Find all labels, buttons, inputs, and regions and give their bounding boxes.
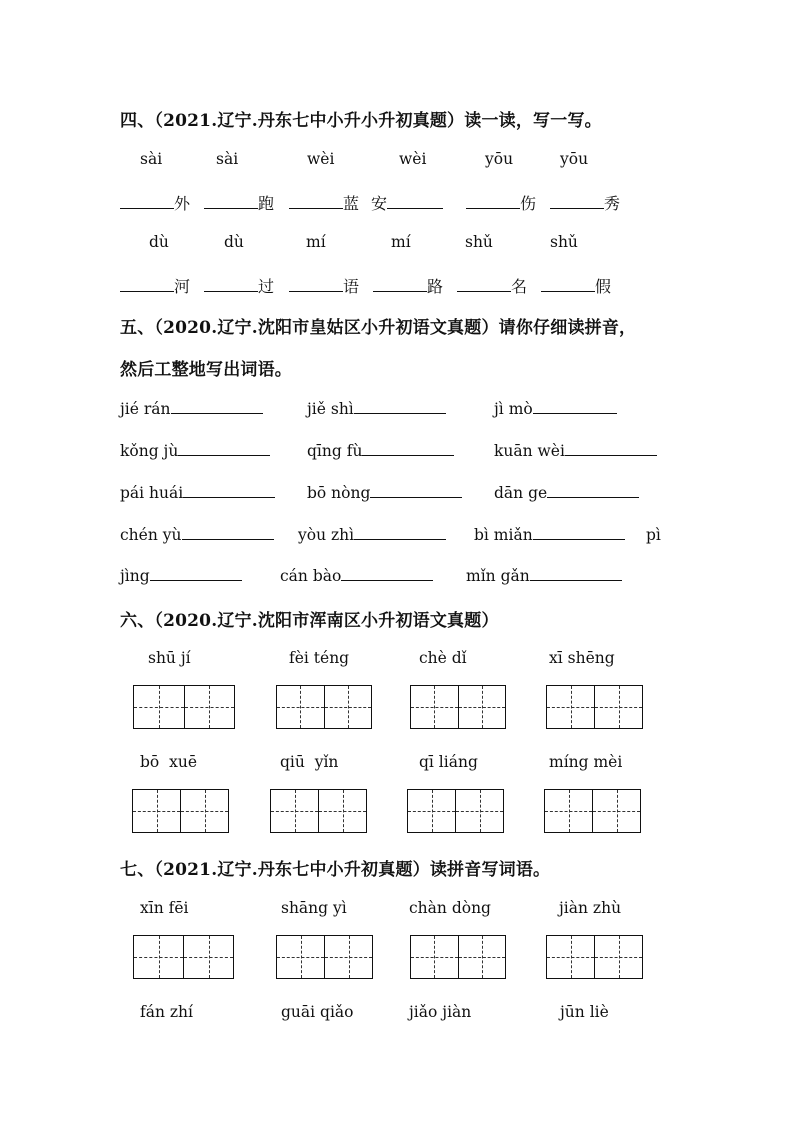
pinyin: pì [646,526,661,544]
pinyin: fèi téng [289,649,350,667]
writing-cell[interactable] [271,790,319,832]
writing-cell[interactable] [277,686,325,728]
pinyin: yōu [560,150,589,168]
section-6-heading: 六、（2020.辽宁.沈阳市浑南区小升初语文真题） [120,611,499,631]
fill-item [204,274,274,297]
pinyin: yōu [485,150,514,168]
pinyin-item [466,567,622,585]
pinyin: shū jí [148,649,191,667]
pinyin: wèi [307,150,335,168]
answer-blank[interactable] [178,454,270,456]
pinyin: kuān wèi [494,442,565,460]
writing-cell[interactable] [325,936,372,978]
pinyin: shāng yì [281,899,347,917]
pinyin-item [280,567,433,585]
writing-cell[interactable] [547,686,595,728]
pinyin: cán bào [280,567,342,585]
writing-cell[interactable] [411,936,459,978]
pinyin: wèi [399,150,427,168]
fill-item [466,191,536,214]
word-char: 安 [371,194,388,213]
writing-cell[interactable] [595,686,642,728]
pinyin: sài [216,150,239,168]
pinyin: míng mèi [549,753,623,771]
pinyin-item [120,567,242,585]
writing-cell[interactable] [319,790,366,832]
section-7-heading: 七、（2021.辽宁.丹东七中小升初真题）读拼音写词语。 [120,860,551,880]
pinyin: bō nòng [307,484,371,502]
pinyin-item [307,484,462,502]
answer-blank[interactable] [171,412,263,414]
writing-grid[interactable] [270,789,367,833]
pinyin: chàn dòng [409,899,491,917]
fill-item [550,191,620,214]
answer-blank[interactable] [289,290,343,292]
fill-item [371,191,443,214]
pinyin: bì miǎn [474,526,533,544]
writing-cell[interactable] [545,790,593,832]
writing-cell[interactable] [184,936,233,978]
writing-cell[interactable] [459,686,506,728]
writing-grid[interactable] [276,685,372,729]
fill-item [289,191,359,214]
pinyin: jiàn zhù [559,899,622,917]
pinyin: mǐn gǎn [466,567,530,585]
pinyin-item [307,442,454,460]
answer-blank[interactable] [289,207,343,209]
pinyin: xī shēng [549,649,615,667]
word-char: 路 [427,277,444,296]
writing-grid[interactable] [410,935,506,979]
pinyin-item [474,526,625,544]
answer-blank[interactable] [373,290,427,292]
writing-cell[interactable] [547,936,595,978]
pinyin: yòu zhì [298,526,355,544]
pinyin-item [120,442,270,460]
word-char: 假 [595,277,612,296]
fill-item [120,274,190,297]
pinyin: xīn fēi [140,899,189,917]
answer-blank[interactable] [120,290,174,292]
answer-blank[interactable] [204,207,258,209]
answer-blank[interactable] [457,290,511,292]
answer-blank[interactable] [533,412,617,414]
answer-blank[interactable] [550,207,604,209]
pinyin: guāi qiǎo [281,1003,354,1021]
pinyin: qī liáng [419,753,478,771]
pinyin-item [298,526,446,544]
writing-cell[interactable] [459,936,506,978]
answer-blank[interactable] [533,538,625,540]
answer-blank[interactable] [183,496,275,498]
pinyin: dù [149,233,169,251]
pinyin: jié rán [120,400,171,418]
pinyin-item [120,400,263,418]
pinyin: jìng [120,567,150,585]
pinyin: jì mò [494,400,533,418]
answer-blank[interactable] [150,579,242,581]
word-char: 外 [174,194,191,213]
writing-cell[interactable] [595,936,642,978]
pinyin: dān ge [494,484,548,502]
word-char: 河 [174,277,191,296]
writing-cell[interactable] [133,790,181,832]
writing-grid[interactable] [133,685,235,729]
fill-item [457,274,527,297]
pinyin: sài [140,150,163,168]
pinyin: bō xuē [140,753,198,771]
pinyin: jūn liè [560,1003,609,1021]
writing-cell[interactable] [593,790,640,832]
writing-cell[interactable] [325,686,372,728]
writing-grid[interactable] [546,685,643,729]
pinyin: dù [224,233,244,251]
fill-item [373,274,443,297]
word-char: 跑 [258,194,275,213]
writing-cell[interactable] [181,790,228,832]
writing-grid[interactable] [546,935,643,979]
pinyin: qīng fù [307,442,363,460]
answer-blank[interactable] [547,496,639,498]
pinyin: shǔ [550,233,578,251]
answer-blank[interactable] [541,290,595,292]
writing-cell[interactable] [408,790,456,832]
writing-grid[interactable] [410,685,506,729]
pinyin: jiǎo jiàn [409,1003,472,1021]
word-char: 过 [258,277,275,296]
answer-blank[interactable] [120,207,174,209]
pinyin: kǒng jù [120,442,179,460]
writing-cell[interactable] [185,686,235,728]
writing-cell[interactable] [134,936,184,978]
word-char: 伤 [520,194,537,213]
writing-grid[interactable] [133,935,234,979]
pinyin: chè dǐ [419,649,467,667]
section-4-heading: 四、（2021.辽宁.丹东七中小升小升初真题）读一读，写一写。 [120,111,602,131]
answer-blank[interactable] [362,454,454,456]
pinyin: mí [391,233,411,251]
word-char: 名 [511,277,528,296]
answer-blank[interactable] [387,207,443,209]
word-char: 蓝 [343,194,360,213]
section-5-heading: 五、（2020.辽宁.沈阳市皇姑区小升初语文真题）请你仔细读拼音， [120,318,637,338]
fill-item [120,191,190,214]
pinyin-item [307,400,446,418]
answer-blank[interactable] [565,454,657,456]
pinyin-item [494,484,639,502]
pinyin-item [494,442,657,460]
pinyin-item [120,484,275,502]
writing-grid[interactable] [132,789,229,833]
answer-blank[interactable] [341,579,433,581]
answer-blank[interactable] [354,538,446,540]
answer-blank[interactable] [204,290,258,292]
answer-blank[interactable] [354,412,446,414]
answer-blank[interactable] [466,207,520,209]
pinyin: qiū yǐn [280,753,339,771]
word-char: 秀 [604,194,621,213]
fill-item [204,191,274,214]
writing-grid[interactable] [407,789,504,833]
pinyin: shǔ [465,233,493,251]
pinyin: chén yù [120,526,182,544]
writing-cell[interactable] [277,936,325,978]
fill-item [289,274,359,297]
fill-item [541,274,611,297]
answer-blank[interactable] [370,496,462,498]
pinyin: mí [306,233,326,251]
writing-grid[interactable] [544,789,641,833]
writing-cell[interactable] [411,686,459,728]
writing-cell[interactable] [456,790,503,832]
answer-blank[interactable] [182,538,274,540]
pinyin: jiě shì [307,400,354,418]
pinyin-item [120,526,274,544]
writing-grid[interactable] [276,935,373,979]
section-5-heading-cont: 然后工整地写出词语。 [120,360,292,380]
answer-blank[interactable] [530,579,622,581]
pinyin-item [494,400,617,418]
pinyin: fán zhí [140,1003,193,1021]
pinyin: pái huái [120,484,184,502]
writing-cell[interactable] [134,686,185,728]
word-char: 语 [343,277,360,296]
